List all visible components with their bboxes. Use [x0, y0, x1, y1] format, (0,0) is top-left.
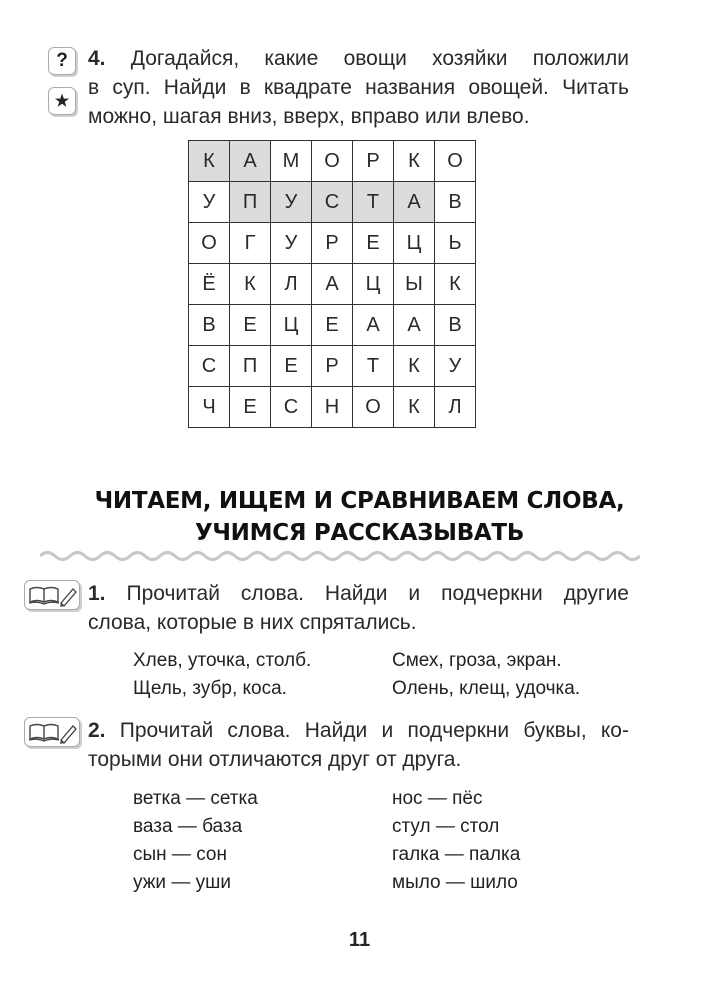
grid-cell: Р [312, 346, 353, 387]
grid-cell: Ц [353, 264, 394, 305]
task2-left-line: ваза — база [133, 816, 243, 837]
task1-text [88, 579, 629, 637]
grid-cell: У [435, 346, 476, 387]
section-title-line1: ЧИТАЕМ, ИЩЕМ И СРАВНИВАЕМ СЛОВА, [94, 488, 625, 514]
grid-cell: Ь [435, 223, 476, 264]
grid-cell: О [353, 387, 394, 428]
read-write-icon [24, 580, 80, 610]
grid-cell: А [394, 182, 435, 223]
grid-row [189, 387, 476, 428]
task4-line2: в суп. Найди в квадрате названия овощей. Читать [88, 76, 629, 99]
grid-cell: Е [312, 305, 353, 346]
grid-cell: К [189, 141, 230, 182]
book-icon [29, 725, 59, 742]
grid-cell: Т [353, 346, 394, 387]
letter-grid [188, 140, 476, 428]
grid-cell: Н [312, 387, 353, 428]
task1-right-line: Олень, клещ, удочка. [392, 678, 581, 699]
task2-left-line: сын — сон [133, 844, 227, 865]
grid-cell: Е [230, 387, 271, 428]
grid-cell: Т [353, 182, 394, 223]
grid-cell: А [312, 264, 353, 305]
grid-cell: О [435, 141, 476, 182]
task2-right-column [392, 785, 520, 897]
grid-cell: Е [353, 223, 394, 264]
task1-left-column [133, 647, 311, 703]
task4-line3: можно, шагая вниз, вверх, вправо или влево. [88, 105, 530, 128]
grid-cell: Е [271, 346, 312, 387]
star-badge-icon: ★ [48, 87, 76, 115]
page-number: 11 [348, 929, 371, 951]
grid-cell: П [230, 182, 271, 223]
task4-text [88, 44, 629, 131]
task4-line1: Догадайся, какие овощи хозяйки положили [130, 47, 629, 70]
book-icon [29, 588, 59, 605]
task1-left-line: Хлев, уточка, столб. [133, 650, 312, 671]
task2-left-column [133, 785, 258, 897]
task1-left-line: Щель, зубр, коса. [133, 678, 287, 699]
pencil-icon [60, 589, 76, 607]
grid-cell: Ц [394, 223, 435, 264]
grid-cell: В [435, 305, 476, 346]
grid-cell: Р [353, 141, 394, 182]
grid-cell: У [271, 182, 312, 223]
grid-cell: С [189, 346, 230, 387]
grid-cell: С [271, 387, 312, 428]
grid-cell: Ч [189, 387, 230, 428]
task1-number: 1. [88, 582, 106, 605]
grid-cell: А [353, 305, 394, 346]
grid-cell: Г [230, 223, 271, 264]
grid-cell: О [312, 141, 353, 182]
grid-cell: В [189, 305, 230, 346]
grid-cell: Ы [394, 264, 435, 305]
grid-cell: П [230, 346, 271, 387]
grid-cell: А [394, 305, 435, 346]
task1-right-line: Смех, гроза, экран. [392, 650, 562, 671]
task2-line2: торыми они отличаются друг от друга. [88, 748, 462, 771]
task1-line1: Прочитай слова. Найди и подчеркни другие [126, 582, 629, 605]
task2-line1: Прочитай слова. Найди и подчеркни буквы, ко- [119, 719, 629, 742]
grid-cell: К [394, 141, 435, 182]
grid-cell: Ц [271, 305, 312, 346]
grid-cell: Е [230, 305, 271, 346]
pencil-icon [60, 726, 76, 744]
grid-cell: Р [312, 223, 353, 264]
read-write-icon [24, 717, 80, 747]
grid-cell: Л [271, 264, 312, 305]
task1-line2: слова, которые в них спрятались. [88, 611, 417, 634]
grid-cell: У [189, 182, 230, 223]
task2-left-line: ветка — сетка [133, 788, 258, 809]
grid-cell: Л [435, 387, 476, 428]
task4-number: 4. [88, 47, 106, 70]
grid-row [189, 141, 476, 182]
grid-cell: М [271, 141, 312, 182]
grid-row [189, 182, 476, 223]
task2-text [88, 716, 629, 774]
section-title-line2: УЧИМСЯ РАССКАЗЫВАТЬ [194, 520, 525, 546]
grid-cell: К [394, 346, 435, 387]
grid-cell: А [230, 141, 271, 182]
task2-right-line: мыло — шило [392, 872, 518, 893]
task2-right-line: стул — стол [392, 816, 500, 837]
task2-left-line: ужи — уши [133, 872, 231, 893]
task1-right-column [392, 647, 580, 703]
grid-cell: В [435, 182, 476, 223]
grid-cell: У [271, 223, 312, 264]
task2-number: 2. [88, 719, 106, 742]
grid-cell: К [394, 387, 435, 428]
grid-cell: К [435, 264, 476, 305]
grid-row [189, 305, 476, 346]
task2-right-line: нос — пёс [392, 788, 483, 809]
task2-right-line: галка — палка [392, 844, 521, 865]
grid-row [189, 346, 476, 387]
grid-cell: О [189, 223, 230, 264]
grid-row [189, 223, 476, 264]
grid-cell: К [230, 264, 271, 305]
wavy-divider [40, 549, 640, 563]
grid-cell: Ё [189, 264, 230, 305]
question-badge-icon: ? [48, 47, 76, 75]
grid-cell: С [312, 182, 353, 223]
grid-row [189, 264, 476, 305]
